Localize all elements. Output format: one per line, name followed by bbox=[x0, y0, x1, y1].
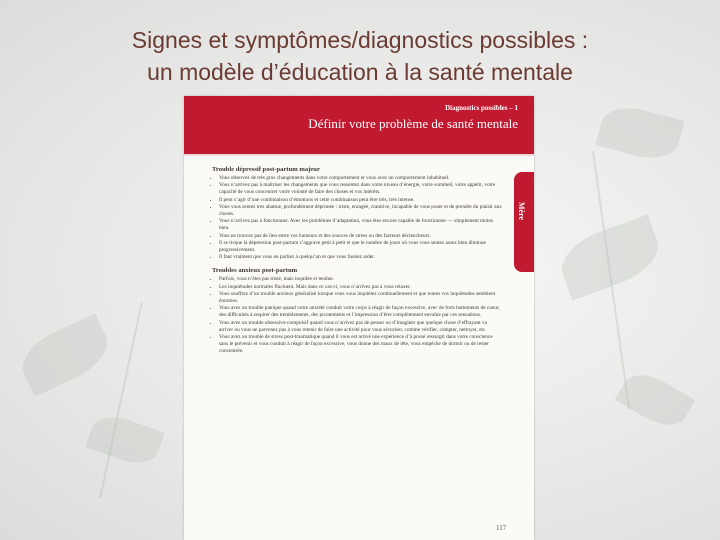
background-stem bbox=[99, 302, 143, 498]
list-item: • Vous n’arrivez pas à maîtriser les changements que vous ressentez dans votre niveau d’énergie, votre sommeil, votre appétit, votre capacité de vous concentrer votre volonté de faire des choses et vos intérêts. bbox=[219, 182, 502, 196]
list-item: • Vous souffrez d’un trouble anxieux généralisé lorsque vous vous inquiétez continuellement et que toutes vos inquiétudes semblent énormes. bbox=[219, 291, 502, 305]
bullet-list bbox=[212, 276, 502, 355]
list-item: • Parfois, vous n’êtes pas triste, mais inquiète et tendue. bbox=[219, 276, 502, 283]
document-header bbox=[184, 96, 534, 154]
slide-title-line-1: Signes et symptômes/diagnostics possibles : bbox=[131, 27, 589, 53]
slide-title bbox=[0, 24, 720, 88]
document-header-title: Définir votre problème de santé mentale bbox=[308, 116, 518, 131]
list-item: • Vous ne trouvez pas de lien entre vos humeurs et des sources de stress ou des facteurs déclencheurs. bbox=[219, 233, 502, 240]
document-page bbox=[184, 96, 534, 540]
bullet-list bbox=[212, 175, 502, 261]
document-header-subtitle: Diagnostics possibles – 1 bbox=[445, 104, 518, 112]
header-divider bbox=[184, 154, 534, 156]
list-item: • Vous avez un trouble obsessivo-compulsif quand vous n’arrivez pas de penser ou d’imaginer que quelque chose d’effrayant va arriver ou vous ne parvenez pas à vous retenir de faire une activité pour vous sécuriser, comme vérifier, compter, nettoyer, etc. bbox=[219, 320, 502, 334]
list-item: • Vous avez un trouble de stress post-traumatique quand il vous est arrivé une expérience d’à possé ressurgit dans votre conscience sans le prévenir et vous conduit à réagir de façon excessive, vous donne des maux de tête, vous empêche de dormir ou de rester concentrée. bbox=[219, 334, 502, 356]
side-tab bbox=[514, 172, 534, 272]
list-item: • Il peut s’agir d’une combinaison d’émotions et cette combinaison peut être très, très intense. bbox=[219, 197, 502, 204]
page-number: 117 bbox=[496, 524, 507, 532]
background-leaf bbox=[85, 409, 164, 471]
slide-title-line-2: un modèle d’éducation à la santé mentale bbox=[147, 59, 573, 85]
list-item: • Vous avez un trouble panique quand votre anxiété conduit votre corps à réagir de façon excessive, avec de forts battements de coeur, des difficultés à respirer des tremblements, des picotements et l’impression d’être complètement envahie par ces sensations. bbox=[219, 305, 502, 319]
list-item: • Vous vous sentez très abattue, profondément déprimée : triste, enragée, craintive, incapable de vous poser et de prendre du plaisir aux choses. bbox=[219, 204, 502, 218]
background-leaf bbox=[595, 100, 684, 165]
document-body bbox=[212, 166, 502, 362]
list-item: • Vous observez de très gros changements dans votre comportement et vous avez un comportement inhabituel. bbox=[219, 175, 502, 182]
list-item: • Il faut vraiment que vous en parliez à quelqu’un et que vous fassiez aider. bbox=[219, 254, 502, 261]
list-item: • Il se risque la dépression post-partum s’aggrave petit à petit et que le nombre de jours où vous vous sentez assez bien diminue progressivement. bbox=[219, 240, 502, 254]
background-leaf bbox=[554, 215, 667, 301]
list-item: • Vous n’arrivez pas à fonctionner. Avec les problèmes d’adaptation, vous êtes encore capable de fonctionner — simplement moins bien. bbox=[219, 218, 502, 232]
side-tab-label: Mère bbox=[517, 202, 526, 221]
section-title: Trouble dépressif post-partum majeur bbox=[212, 166, 320, 173]
list-item: • Les inquiétudes normales fluctuent. Mais dans ce cas-ci, vous n’arrivez pas à vous relaxer. bbox=[219, 284, 502, 291]
background-leaf bbox=[14, 313, 117, 396]
section-title: Troubles anxieux post-partum bbox=[212, 267, 298, 275]
